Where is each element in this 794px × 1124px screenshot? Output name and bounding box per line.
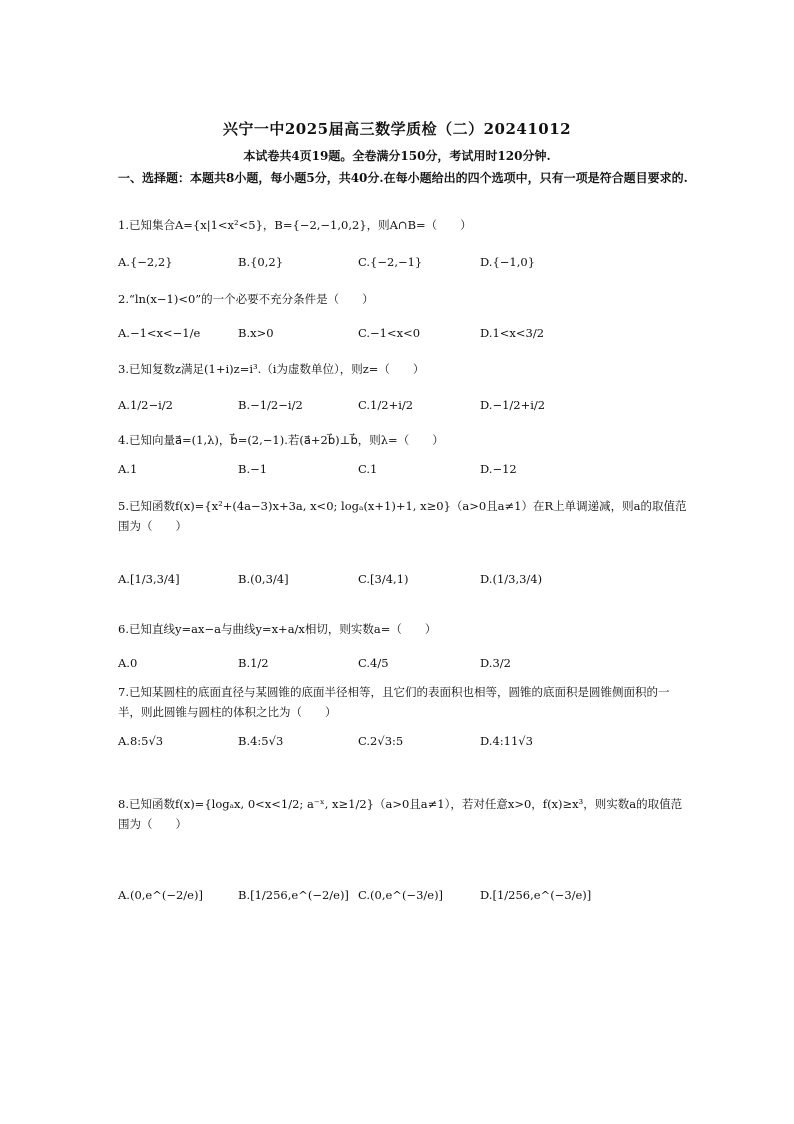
question-6-option-c: C.4/5 <box>358 656 389 670</box>
question-3-option-b: B.−1/2−i/2 <box>238 398 303 412</box>
exam-title: 兴宁一中2025届高三数学质检（二）20241012 <box>222 120 572 138</box>
question-7-stem: 7.已知某圆柱的底面直径与某圆锥的底面半径相等，且它们的表面积也相等，圆锥的底面积是圆锥侧面积的一半，则此圆锥与圆柱的体积之比为（ ） <box>118 685 670 719</box>
question-2-option-b: B.x>0 <box>238 326 274 340</box>
question-7-option-d: D.4:11√3 <box>480 734 533 748</box>
question-8-option-d: D.[1/256,e^(−3/e)] <box>480 888 592 902</box>
question-2-option-a: A.−1<x<−1/e <box>118 326 201 340</box>
question-8-stem: 8.已知函数f(x)={logₐx, 0<x<1/2; a⁻ˣ, x≥1/2}（a>0且a≠1），若对任意x>0，f(x)≥x³，则实数a的取值范围为（ ） <box>118 797 683 831</box>
question-4-option-a: A.1 <box>118 462 138 476</box>
question-3-option-c: C.1/2+i/2 <box>358 398 414 412</box>
question-3-option-a: A.1/2−i/2 <box>118 398 173 412</box>
question-5-option-c: C.[3/4,1) <box>358 572 409 586</box>
section-heading: 一、选择题：本题共8小题，每小题5分，共40分.在每小题给出的四个选项中，只有一项是符合题目要求的. <box>118 171 688 185</box>
question-6-option-a: A.0 <box>118 656 138 670</box>
question-6-option-b: B.1/2 <box>238 656 269 670</box>
question-7-option-b: B.4:5√3 <box>238 734 284 748</box>
question-6-option-d: D.3/2 <box>480 656 511 670</box>
question-5-option-b: B.(0,3/4] <box>238 572 289 586</box>
question-5-option-d: D.(1/3,3/4) <box>480 572 543 586</box>
question-3-option-d: D.−1/2+i/2 <box>480 398 546 412</box>
question-8-option-a: A.(0,e^(−2/e)] <box>118 888 203 902</box>
exam-subtitle: 本试卷共4页19题。全卷满分150分，考试用时120分钟. <box>243 149 551 163</box>
question-4-stem: 4.已知向量a⃗=(1,λ)，b⃗=(2,−1).若(a⃗+2b⃗)⊥b⃗，则λ=（ ） <box>118 433 444 447</box>
question-1-option-b: B.{0,2} <box>238 255 284 269</box>
question-2-option-c: C.−1<x<0 <box>358 326 421 340</box>
question-8-option-c: C.(0,e^(−3/e)] <box>358 888 444 902</box>
question-4-option-c: C.1 <box>358 462 378 476</box>
question-8-option-b: B.[1/256,e^(−2/e)] <box>238 888 349 902</box>
question-5-stem: 5.已知函数f(x)={x²+(4a−3)x+3a, x<0; logₐ(x+1)+1, x≥0}（a>0且a≠1）在R上单调递减，则a的取值范围为（ ） <box>118 499 687 533</box>
question-1-option-a: A.{−2,2} <box>118 255 173 269</box>
question-1-stem: 1.已知集合A={x|1<x²<5}，B={−2,−1,0,2}，则A∩B=（ ） <box>118 218 472 232</box>
question-3-stem: 3.已知复数z满足(1+i)z=i³.（i为虚数单位），则z=（ ） <box>118 362 425 376</box>
question-4-option-d: D.−12 <box>480 462 517 476</box>
question-2-option-d: D.1<x<3/2 <box>480 326 545 340</box>
question-5-option-a: A.[1/3,3/4] <box>118 572 180 586</box>
question-2-stem: 2.“ln(x−1)<0”的一个必要不充分条件是（ ） <box>118 292 374 306</box>
question-6-stem: 6.已知直线y=ax−a与曲线y=x+a/x相切，则实数a=（ ） <box>118 622 437 636</box>
question-4-option-b: B.−1 <box>238 462 268 476</box>
question-1-option-c: C.{−2,−1} <box>358 255 423 269</box>
question-7-option-a: A.8:5√3 <box>118 734 164 748</box>
question-7-option-c: C.2√3:5 <box>358 734 404 748</box>
question-1-option-d: D.{−1,0} <box>480 255 536 269</box>
